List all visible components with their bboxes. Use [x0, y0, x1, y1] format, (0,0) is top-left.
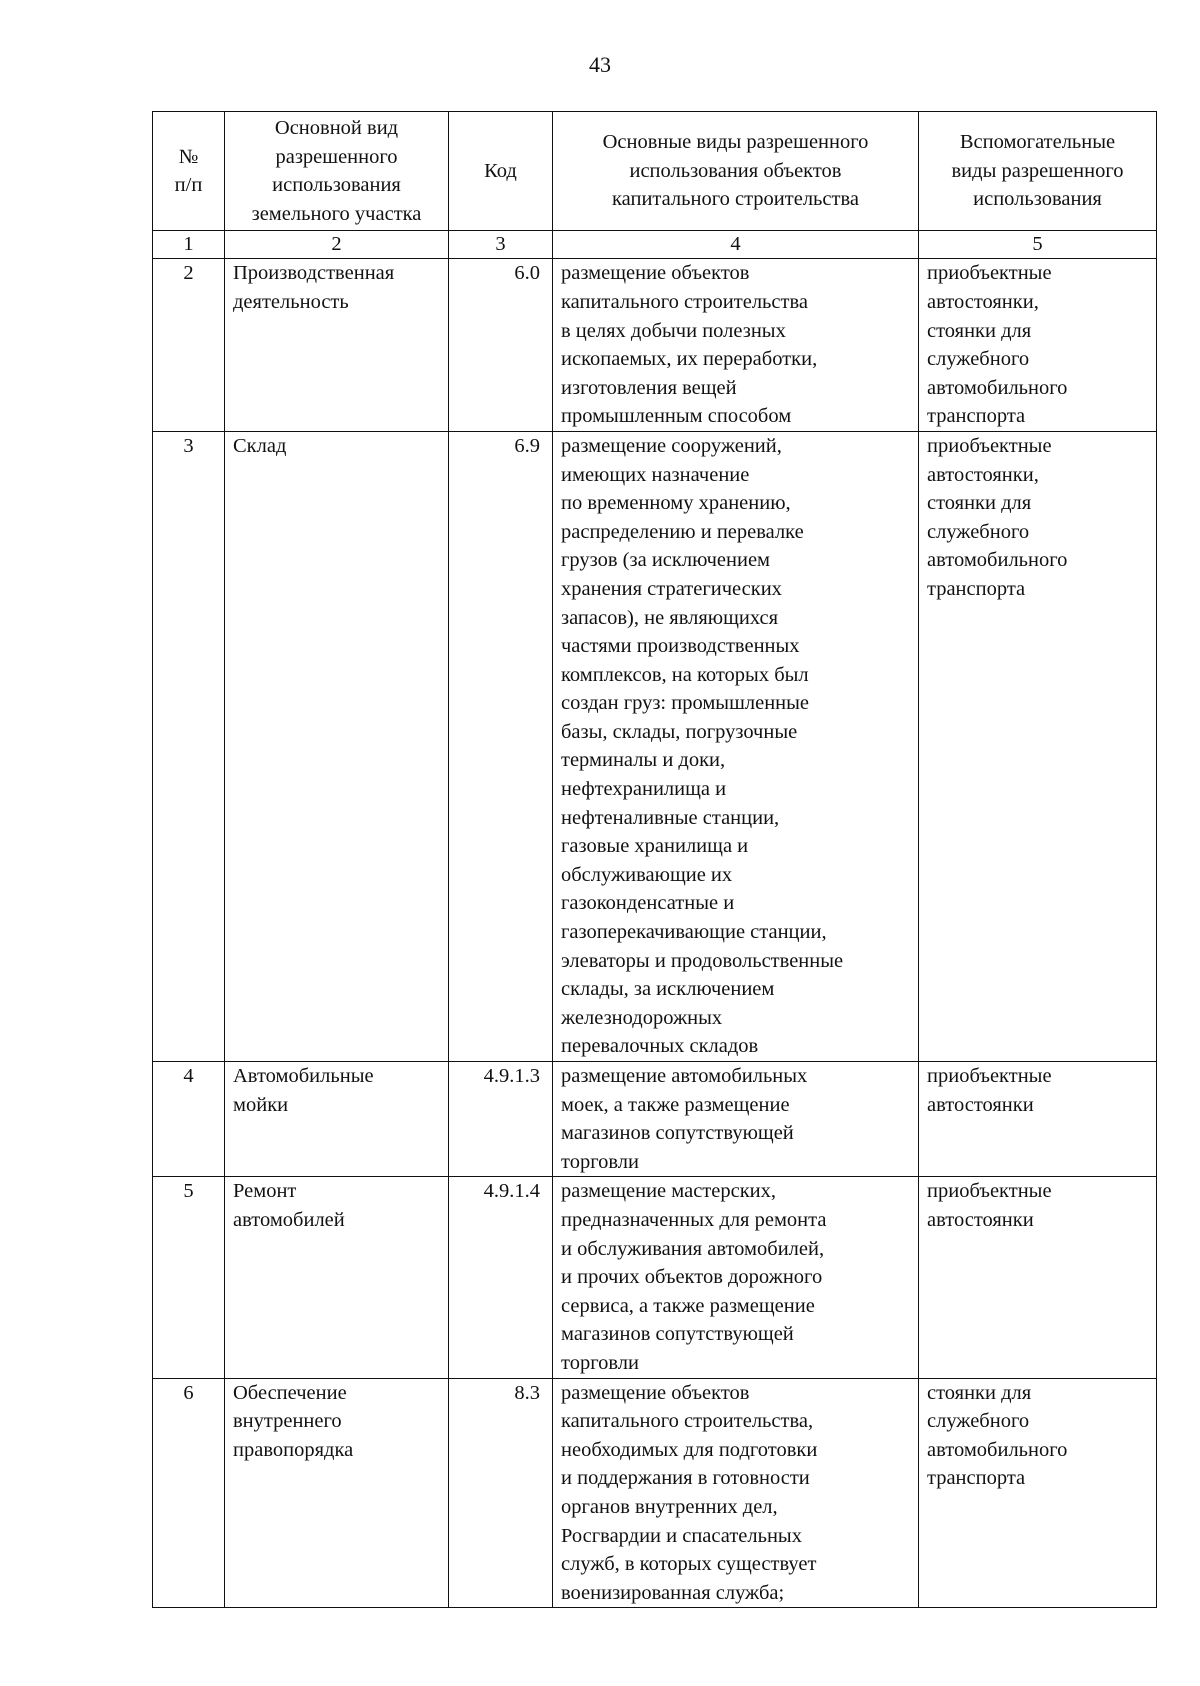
text-line: и прочих объектов дорожного [561, 1266, 823, 1289]
auxiliary-use-cell [919, 1177, 1157, 1378]
header-auxiliary-use [919, 112, 1157, 231]
text-line: и обслуживания автомобилей, [561, 1237, 825, 1260]
text-line: разрешенного [275, 145, 398, 168]
page-number: 43 [589, 52, 611, 77]
column-number: 1 [153, 231, 225, 259]
land-use-code-cell: 8.3 [449, 1378, 553, 1608]
column-number: 4 [553, 231, 919, 259]
table-row [153, 259, 1157, 432]
text-line: нефтехранилища и [561, 778, 727, 801]
text-line: военизированная служба; [561, 1581, 785, 1604]
text-line: размещение сооружений, [561, 434, 782, 457]
text-line: приобъектные [927, 262, 1052, 285]
text-line: служб, в которых существует [561, 1553, 817, 1576]
text-line: автостоянки [927, 1093, 1034, 1116]
text-line: частями производственных [561, 635, 800, 658]
text-line: магазинов сопутствующей [561, 1122, 794, 1145]
main-use-description-cell [553, 1378, 919, 1608]
text-line: хранения стратегических [561, 577, 782, 600]
text-line: стоянки для [927, 492, 1032, 515]
main-use-description-cell [553, 259, 919, 432]
text-line: газоперекачивающие станции, [561, 921, 827, 944]
text-line: автостоянки, [927, 463, 1039, 486]
text-line: Склад [233, 434, 287, 457]
text-line: служебного [927, 348, 1030, 371]
text-line: железнодорожных [561, 1006, 723, 1029]
text-line: Автомобильные [233, 1065, 374, 1087]
column-number-row [153, 231, 1157, 259]
text-line: Код [484, 159, 517, 182]
table-row [153, 1177, 1157, 1378]
text-line: в целях добычи полезных [561, 319, 786, 342]
land-use-code-cell: 4.9.1.4 [449, 1177, 553, 1378]
text-line: торговли [561, 1351, 639, 1374]
text-line: моек, а также размещение [561, 1093, 790, 1116]
text-line: Основные виды разрешенного [602, 131, 869, 154]
text-line: магазинов сопутствующей [561, 1323, 794, 1346]
text-line: размещение мастерских, [561, 1180, 777, 1203]
text-line: мойки [233, 1093, 289, 1116]
row-number-cell: 6 [153, 1378, 225, 1608]
text-line: нефтеналивные станции, [561, 806, 780, 829]
text-line: промышленным способом [561, 405, 792, 428]
header-main-land-use [225, 112, 449, 231]
land-use-code-cell: 6.9 [449, 431, 553, 1061]
text-line: обслуживающие их [561, 863, 733, 886]
row-number-cell: 3 [153, 431, 225, 1061]
table-header-row [153, 112, 1157, 231]
text-line: склады, за исключением [561, 978, 775, 1001]
land-use-code-cell: 4.9.1.3 [449, 1062, 553, 1177]
text-line: базы, склады, погрузочные [561, 720, 798, 743]
text-line: автомобильного [927, 1438, 1068, 1461]
text-line: деятельность [233, 290, 349, 313]
text-line: и поддержания в готовности [561, 1467, 810, 1490]
text-line: транспорта [927, 405, 1026, 428]
text-line: использования объектов [629, 159, 842, 182]
text-line: № [178, 145, 199, 168]
table-row [153, 1378, 1157, 1608]
row-number-cell: 5 [153, 1177, 225, 1378]
land-use-code-cell: 6.0 [449, 259, 553, 432]
auxiliary-use-cell [919, 259, 1157, 432]
text-line: грузов (за исключением [561, 549, 771, 572]
text-line: капитального строительства [612, 188, 859, 211]
column-number: 5 [919, 231, 1157, 259]
text-line: автостоянки [927, 1208, 1034, 1231]
auxiliary-use-cell [919, 431, 1157, 1061]
column-number: 2 [225, 231, 449, 259]
main-use-description-cell [553, 431, 919, 1061]
text-line: Производственная [233, 262, 395, 285]
auxiliary-use-cell [919, 1062, 1157, 1177]
column-number: 3 [449, 231, 553, 259]
text-line: предназначенных для ремонта [561, 1208, 827, 1231]
text-line: служебного [927, 520, 1030, 543]
text-line: капитального строительства [561, 290, 808, 313]
text-line: автомобильного [927, 549, 1068, 572]
land-use-name-cell [225, 259, 449, 432]
text-line: Обеспечение [233, 1381, 347, 1404]
text-line: газовые хранилища и [561, 835, 749, 858]
text-line: изготовления вещей [561, 376, 737, 399]
text-line: запасов), не являющихся [561, 606, 779, 629]
table-row [153, 1062, 1157, 1177]
text-line: газоконденсатные и [561, 892, 735, 915]
text-line: размещение объектов [561, 1381, 750, 1404]
text-line: служебного [927, 1410, 1030, 1433]
land-use-name-cell [225, 431, 449, 1061]
text-line: транспорта [927, 1467, 1026, 1490]
text-line: Ремонт [233, 1180, 297, 1203]
text-line: стоянки для [927, 1381, 1032, 1404]
text-line: органов внутренних дел, [561, 1495, 778, 1518]
text-line: создан груз: промышленные [561, 692, 810, 715]
text-line: размещение объектов [561, 262, 750, 285]
text-line: комплексов, на которых был [561, 663, 809, 686]
main-use-description-cell [553, 1177, 919, 1378]
auxiliary-use-cell [919, 1378, 1157, 1608]
text-line: имеющих назначение [561, 463, 750, 486]
land-use-name-cell [225, 1062, 449, 1177]
text-line: размещение автомобильных [561, 1065, 808, 1087]
land-use-name-cell [225, 1378, 449, 1608]
text-line: стоянки для [927, 319, 1032, 342]
text-line: приобъектные [927, 1065, 1052, 1087]
text-line: внутреннего [233, 1410, 342, 1433]
land-use-name-cell [225, 1177, 449, 1378]
text-line: терминалы и доки, [561, 749, 726, 772]
text-line: земельного участка [251, 202, 422, 225]
text-line: транспорта [927, 577, 1026, 600]
text-line: распределению и перевалке [561, 520, 804, 543]
text-line: ископаемых, их переработки, [561, 348, 818, 371]
text-line: по временному хранению, [561, 492, 791, 515]
header-code [449, 112, 553, 231]
text-line: торговли [561, 1150, 639, 1173]
text-line: виды разрешенного [951, 159, 1124, 182]
text-line: элеваторы и продовольственные [561, 949, 844, 972]
text-line: использования [272, 174, 401, 197]
text-line: Вспомогательные [959, 131, 1116, 154]
land-use-table [152, 111, 1157, 1608]
text-line: сервиса, а также размещение [561, 1294, 815, 1317]
text-line: перевалочных складов [561, 1035, 759, 1058]
text-line: необходимых для подготовки [561, 1438, 818, 1461]
text-line: приобъектные [927, 1180, 1052, 1203]
header-main-capital-use [553, 112, 919, 231]
text-line: капитального строительства, [561, 1410, 814, 1433]
text-line: автомобилей [233, 1208, 345, 1231]
text-line: приобъектные [927, 434, 1052, 457]
text-line: Росгвардии и спасательных [561, 1524, 802, 1547]
text-line: правопорядка [233, 1438, 354, 1461]
header-number [153, 112, 225, 231]
text-line: автомобильного [927, 376, 1068, 399]
text-line: автостоянки, [927, 290, 1039, 313]
row-number-cell: 4 [153, 1062, 225, 1177]
table-row [153, 431, 1157, 1061]
row-number-cell: 2 [153, 259, 225, 432]
text-line: использования [973, 188, 1102, 211]
text-line: Основной вид [274, 117, 399, 139]
main-use-description-cell [553, 1062, 919, 1177]
text-line: п/п [174, 174, 203, 197]
